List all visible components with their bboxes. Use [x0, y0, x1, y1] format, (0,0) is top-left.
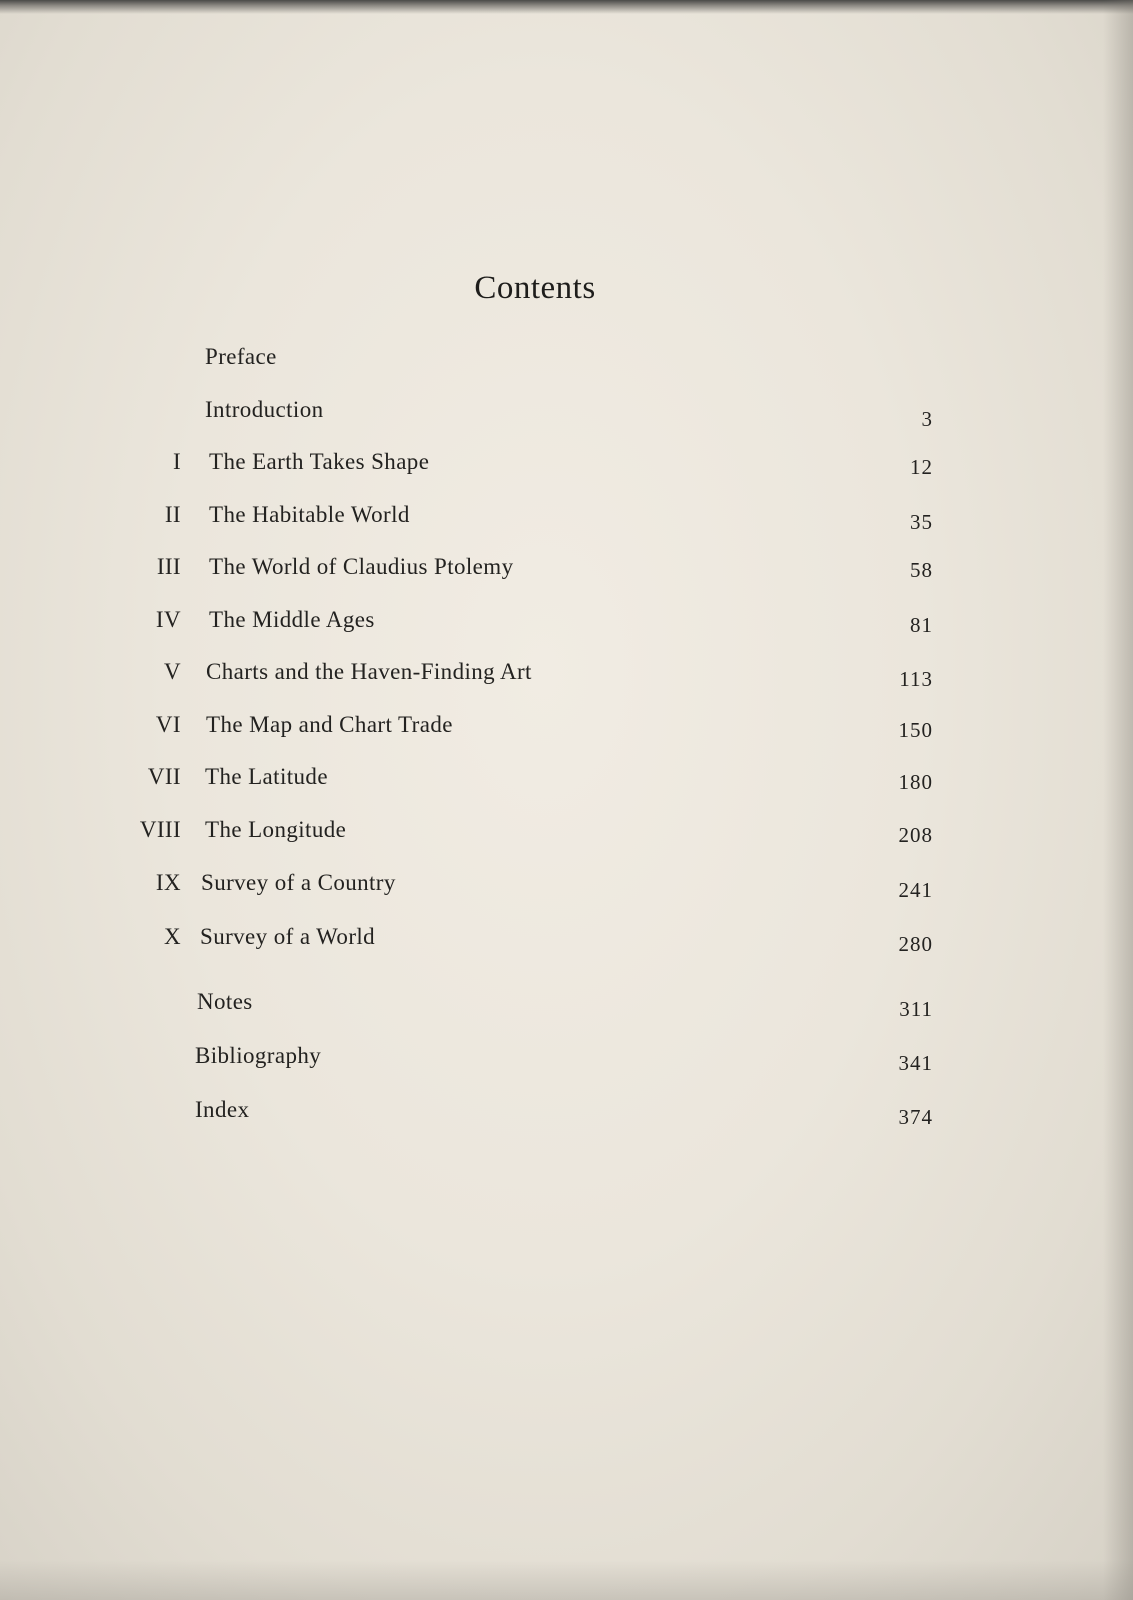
toc-entry-chapter-7	[0, 764, 1133, 804]
toc-entry-chapter-5	[0, 659, 1133, 699]
toc-page-number: 81	[910, 613, 933, 637]
toc-entry-index	[0, 1097, 1133, 1157]
toc-entry-introduction	[0, 397, 1133, 437]
toc-page-number: 58	[910, 558, 933, 582]
toc-page-number: 374	[898, 1105, 933, 1129]
toc-entry-title: The Habitable World	[209, 502, 410, 527]
toc-chapter-number: I	[172, 449, 181, 474]
toc-entry-title: Charts and the Haven-Finding Art	[206, 659, 532, 684]
toc-page-number: 113	[899, 667, 933, 691]
toc-entry-title: Bibliography	[195, 1043, 322, 1068]
toc-entry-title: The Longitude	[205, 817, 347, 842]
contents-title: Contents	[474, 270, 596, 306]
toc-chapter-number: VII	[147, 764, 181, 789]
toc-chapter-number: IX	[155, 870, 181, 895]
toc-chapter-number: VIII	[139, 817, 181, 842]
toc-page-number: 341	[898, 1051, 933, 1075]
toc-entry-bibliography	[0, 1043, 1133, 1083]
toc-entry-title: The Earth Takes Shape	[209, 449, 430, 474]
toc-entry-chapter-4	[0, 607, 1133, 647]
toc-page-number: 208	[898, 823, 933, 847]
toc-page-number: 280	[898, 932, 933, 956]
toc-entry-title: Preface	[205, 344, 277, 369]
toc-chapter-number: V	[163, 659, 181, 684]
toc-page-number: 311	[899, 997, 933, 1021]
toc-chapter-number: III	[156, 554, 181, 579]
toc-entry-title: Notes	[197, 989, 253, 1014]
toc-page-number: 35	[910, 510, 933, 534]
toc-page-number: 12	[910, 455, 933, 479]
toc-entry-chapter-6	[0, 712, 1133, 752]
toc-entry-title: The Middle Ages	[209, 607, 375, 632]
toc-entry-chapter-1	[0, 449, 1133, 489]
page-top-edge-shadow	[0, 0, 1133, 14]
toc-entry-chapter-10	[0, 924, 1133, 964]
toc-entry-notes	[0, 989, 1133, 1029]
toc-chapter-number: IV	[155, 607, 181, 632]
toc-entry-chapter-3	[0, 554, 1133, 594]
toc-page-number: 180	[898, 770, 933, 794]
toc-entry-title: Survey of a World	[200, 924, 376, 949]
toc-entry-title: The World of Claudius Ptolemy	[209, 554, 514, 579]
toc-page-number: 241	[898, 878, 933, 902]
toc-chapter-number: II	[164, 502, 181, 527]
toc-entry-chapter-8	[0, 817, 1133, 857]
toc-entry-chapter-9	[0, 870, 1133, 910]
toc-entry-preface	[0, 344, 1133, 384]
toc-chapter-number: VI	[155, 712, 181, 737]
toc-entry-title: Index	[195, 1097, 250, 1122]
toc-entry-title: The Map and Chart Trade	[206, 712, 453, 737]
toc-entry-title: The Latitude	[205, 764, 328, 789]
toc-entry-chapter-2	[0, 502, 1133, 542]
toc-page-number: 150	[898, 718, 933, 742]
toc-chapter-number: X	[163, 924, 181, 949]
page-bottom-edge-shadow	[0, 1560, 1133, 1600]
toc-entry-title: Introduction	[205, 397, 324, 422]
toc-entry-title: Survey of a Country	[201, 870, 396, 895]
toc-page-number: 3	[921, 407, 933, 431]
